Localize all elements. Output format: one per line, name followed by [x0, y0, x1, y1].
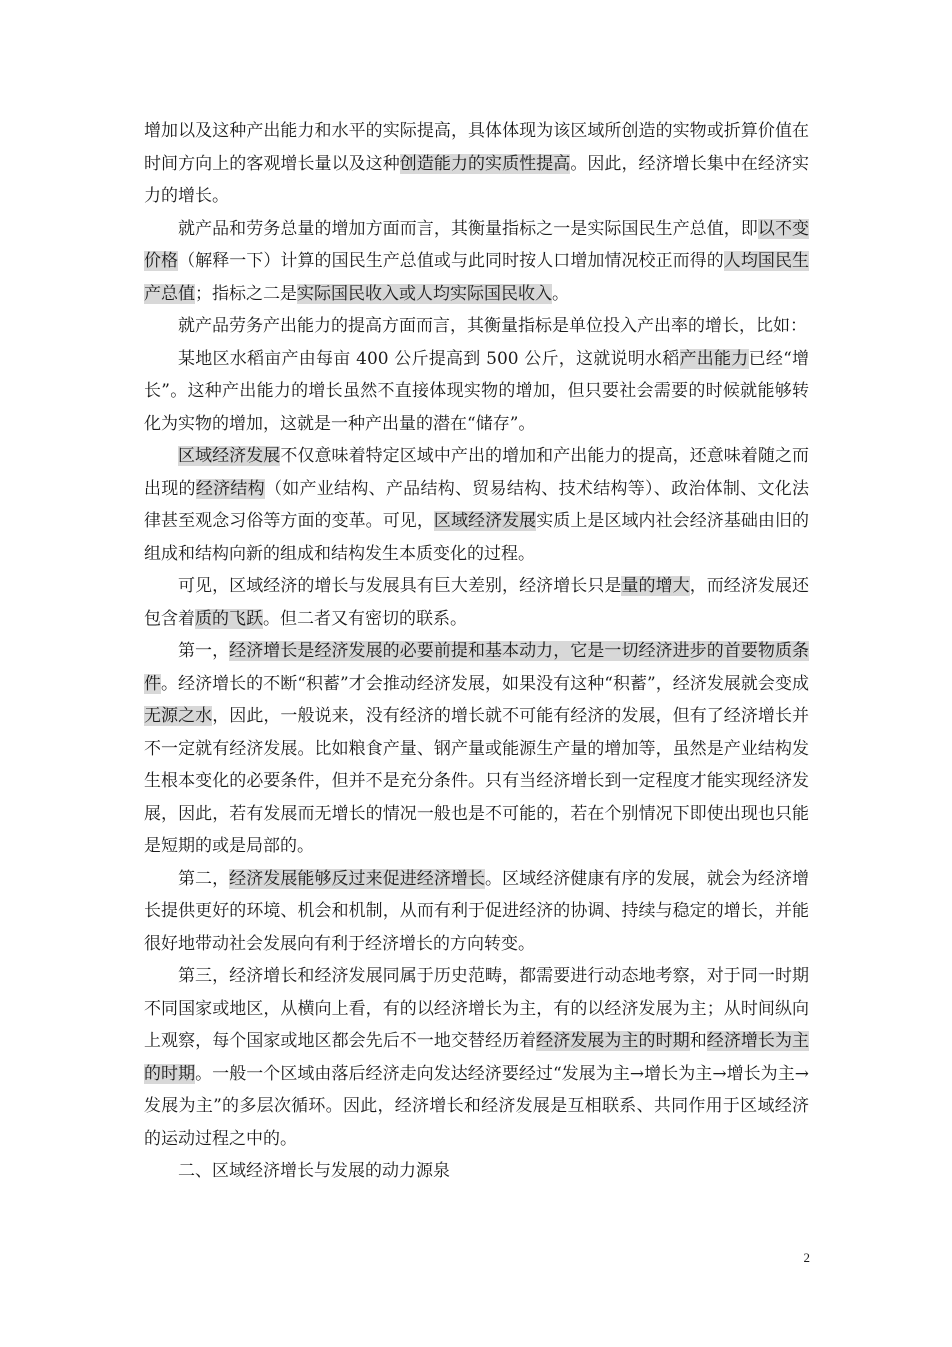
text-run: 就产品劳务产出能力的提高方面而言，其衡量指标是单位投入产出率的增长，比如： — [178, 316, 807, 336]
highlighted-text: 经济增长为主的时期 — [144, 1031, 810, 1084]
highlighted-text: 无源之水 — [144, 706, 213, 726]
text-run: 不仅意味着特定区域中产出的增加和产出能力的提高，还意味着随之而出现的 — [144, 446, 810, 499]
highlighted-text: 实际国民收入或人均实际国民收入 — [297, 283, 552, 304]
highlighted-text: 经济发展能够反过来促进经济增长 — [229, 868, 486, 889]
paragraph — [144, 570, 809, 635]
text-run: 可见，区域经济的增长与发展具有巨大差别，经济增长只是 — [178, 576, 622, 596]
text-run: 第二， — [178, 868, 230, 889]
text-run: 就产品和劳务总量的增加方面而言，其衡量指标之一是实际国民生产总值，即 — [178, 218, 758, 239]
text-run: 。区域经济健康有序的发展，就会为经济增长提供更好的环境、机会和机制，从而有利于促进经济的协调、持续与稳定的增长，并能很好地带动社会发展向有利于经济增长的方向转变。 — [144, 868, 810, 954]
paragraph — [144, 1155, 809, 1188]
text-run: 已经“增长”。这种产出能力的增长虽然不直接体现实物的增加，但只要社会需要的时候就能够转化为实物的增加，这就是一种产出量的潜在“储存”。 — [144, 348, 810, 434]
text-run: （解释一下）计算的国民生产总值或与此同时按人口增加情况校正而得的 — [178, 251, 724, 271]
text-run: 实质上是区域内社会经济基础由旧的组成和结构向新的组成和结构发生本质变化的过程。 — [144, 511, 810, 564]
text-run: 。因此，经济增长集中在经济实力的增长。 — [144, 153, 810, 206]
highlighted-text: 经济增长是经济发展的必要前提和基本动力，它是一切经济进步的首要物质条件 — [144, 641, 810, 694]
highlighted-text: 区域经济发展 — [178, 446, 281, 466]
paragraph — [144, 635, 809, 863]
text-run: ，而经济发展还包含着 — [144, 576, 810, 629]
text-run: 某地区水稻亩产由每亩 400 公斤提高到 500 公斤，这就说明水稻 — [178, 348, 680, 369]
text-run: 第三，经济增长和经济发展同属于历史范畴，都需要进行动态地考察，对于同一时期不同国家或地区，从横向上看，有的以经济增长为主，有的以经济发展为主；从时间纵向上观察，每个国家或地区都会先后不一地交替经历着 — [144, 966, 809, 1051]
text-run: ；指标之二是 — [195, 283, 297, 304]
text-run: 。一般一个区域由落后经济走向发达经济要经过“发展为主→增长为主→增长为主→发展为主”的多层次循环。因此，经济增长和经济发展是互相联系、共同作用于区域经济的运动过程之中的。 — [144, 1063, 810, 1149]
highlighted-text: 经济结构 — [195, 478, 265, 499]
text-run: 二、区域经济增长与发展的动力源泉 — [178, 1161, 450, 1181]
highlighted-text: 产出能力 — [679, 348, 749, 369]
text-run: 第一， — [178, 641, 230, 661]
paragraph — [144, 960, 809, 1155]
paragraph — [144, 440, 809, 570]
highlighted-text: 创造能力的实质性提高 — [399, 153, 571, 174]
body-text — [144, 115, 809, 1188]
paragraph — [144, 115, 809, 213]
text-run: （如产业结构、产品结构、贸易结构、技术结构等）、政治体制、文化法律甚至观念习俗等方面的变革。可见， — [144, 478, 810, 531]
paragraph — [144, 213, 809, 311]
paragraph — [144, 863, 809, 961]
highlighted-text: 人均国民生产总值 — [144, 251, 810, 304]
text-run: 。经济增长的不断“积蓄”才会推动经济发展，如果没有这种“积蓄”，经济发展就会变成 — [161, 673, 809, 694]
text-run: 。 — [552, 283, 569, 304]
text-run: 增加以及这种产出能力和水平的实际提高，具体体现为该区域所创造的实物或折算价值在时间方向上的客观增长量以及这种 — [144, 121, 809, 174]
highlighted-text: 经济发展为主的时期 — [536, 1031, 690, 1051]
text-run: 。但二者又有密切的联系。 — [263, 608, 467, 629]
paragraph — [144, 343, 809, 441]
highlighted-text: 区域经济发展 — [433, 511, 537, 531]
page-number: 2 — [803, 1250, 810, 1265]
highlighted-text: 以不变价格 — [144, 218, 810, 271]
paragraph — [144, 310, 809, 343]
highlighted-text: 质的飞跃 — [195, 608, 263, 629]
text-run: ，因此，一般说来，没有经济的增长就不可能有经济的发展，但有了经济增长并不一定就有经济发展。比如粮食产量、钢产量或能源生产量的增加等，虽然是产业结构发生根本变化的必要条件，但并不是充分条件。只有当经济增长到一定程度才能实现经济发展，因此，若有发展而无增长的情况一般也是不可能的，若在个别情况下即使出现也只能是短期的或是局部的。 — [144, 706, 810, 856]
highlighted-text: 量的增大 — [621, 576, 690, 596]
text-run: 和 — [689, 1031, 707, 1051]
